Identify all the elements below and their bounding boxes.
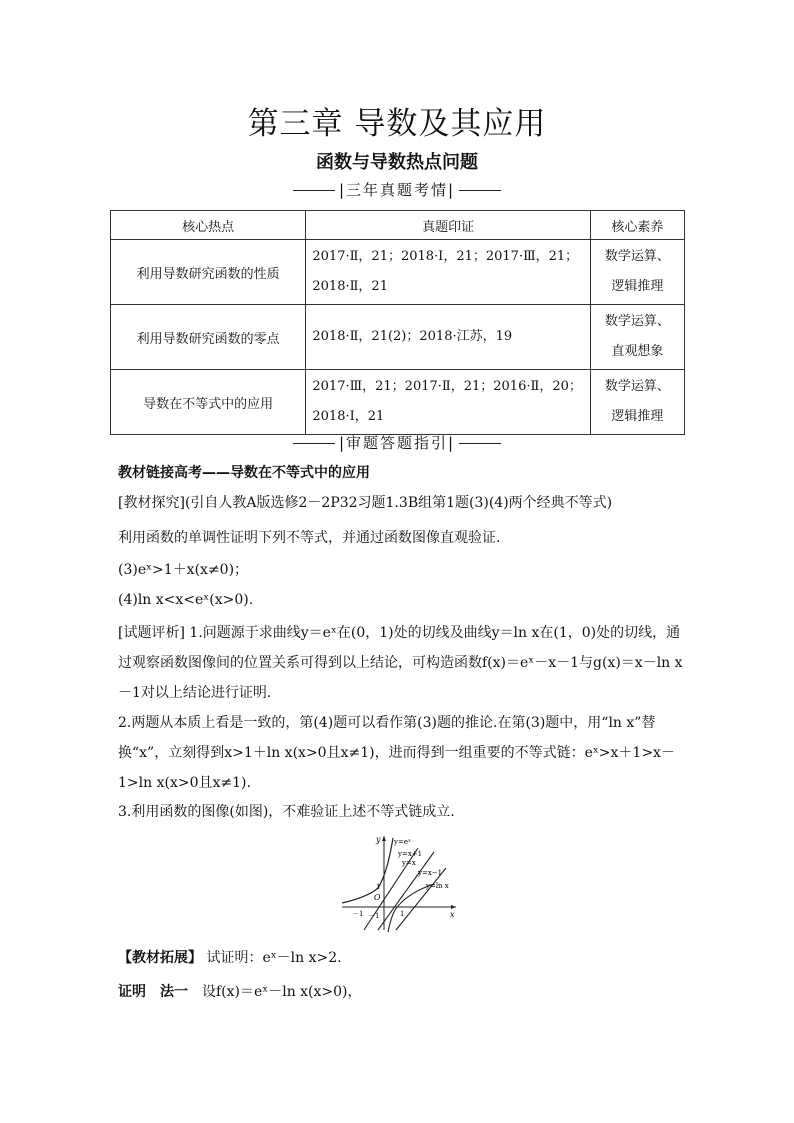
explore-paragraph [118, 493, 684, 514]
divider-line [459, 443, 501, 444]
inequality-4: (4)ln x<x<eˣ(x>0). [118, 592, 254, 608]
page-subtitle: 函数与导数热点问题 [316, 152, 478, 173]
analysis-text-1: 1.问题源于求曲线y＝eˣ在(0，1)处的切线及曲线y＝ln x在(1，0)处的切线，通过观察函数图像间的位置关系可得到以上结论，可构造函数f(x)＝eˣ－x－1与g(x)＝x－ln x－1对以上结论进行证明. [118, 625, 683, 701]
table-header-cell: 核心素养 [590, 211, 684, 240]
table-header-row [111, 211, 685, 240]
section-divider-guide [0, 432, 794, 453]
table-row [111, 305, 685, 370]
hotspot-cell: 导数在不等式中的应用 [111, 370, 306, 435]
proof-text: 设f(x)＝eˣ－ln x(x>0)， [188, 984, 362, 1000]
divider-line [293, 190, 335, 191]
hotspot-cell: 利用导数研究函数的零点 [111, 305, 306, 370]
extend-label: 【教材拓展】 [118, 950, 202, 966]
y-axis-label: y [376, 835, 381, 844]
section-title-guide: |审题答题指引| [338, 434, 456, 452]
literacy-cell: 数学运算、 直观想象 [590, 305, 684, 370]
tick-one-y: 1 [376, 883, 381, 891]
table-row [111, 370, 685, 435]
origin-label: O [374, 893, 381, 902]
literacy-cell: 数学运算、 逻辑推理 [590, 370, 684, 435]
extend-paragraph [118, 948, 684, 969]
x-axis-label: x [450, 910, 455, 919]
curve-exp [342, 838, 393, 903]
chapter-title: 第三章 导数及其应用 [247, 106, 547, 142]
tick-neg-one-y: －1 [368, 912, 380, 920]
analysis-label: [试题评析] [118, 625, 185, 641]
explore-line: 利用函数的单调性证明下列不等式，并通过函数图像直观验证. [118, 530, 501, 546]
evidence-cell: 2017·Ⅱ，21；2018·Ⅰ，21；2017·Ⅲ，21；2018·Ⅱ，21 [306, 240, 590, 305]
hotspot-table [110, 210, 685, 435]
divider-line [459, 190, 501, 191]
hotspot-cell: 利用导数研究函数的性质 [111, 240, 306, 305]
explore-label: [教材探究] [118, 495, 185, 511]
analysis-paragraph-2: 2.两题从本质上看是一致的，第(4)题可以看作第(3)题的推论.在第(3)题中，用“ln x”替换“x”，立刻得到x>1＋ln x(x>0且x≠1)，进而得到一组重要的不等式链：eˣ>x＋1>x－1>ln x(x>0且x≠1). [118, 715, 675, 791]
analysis-paragraph-1 [118, 618, 684, 708]
evidence-cell: 2017·Ⅲ，21；2017·Ⅱ，21；2016·Ⅱ，20；2018·Ⅰ，21 [306, 370, 590, 435]
label-line-x-plus-1: y=x+1 [398, 850, 423, 858]
label-line-x: y=x [402, 859, 416, 867]
extend-text: 试证明：eˣ－ln x>2. [202, 950, 342, 966]
explore-text: (引自人教A版选修2－2P32习题1.3B组第1题(3)(4)两个经典不等式) [184, 495, 613, 511]
label-curve-exp: y=eˣ [394, 838, 411, 846]
literacy-cell: 数学运算、 逻辑推理 [590, 240, 684, 305]
tick-neg-one-x: －1 [352, 910, 364, 918]
divider-line [293, 443, 335, 444]
topic-heading: 教材链接高考——导数在不等式中的应用 [118, 465, 370, 481]
proof-paragraph [118, 982, 684, 1003]
table-row [111, 240, 685, 305]
proof-label: 证明 法一 [118, 984, 188, 1000]
x-axis-arrow [451, 905, 456, 909]
section-title-exam: |三年真题考情| [338, 181, 456, 199]
evidence-cell: 2018·Ⅱ，21(2)；2018·江苏，19 [306, 305, 590, 370]
tick-one-x: 1 [400, 910, 405, 918]
inequality-3: (3)eˣ>1＋x(x≠0)； [118, 562, 249, 578]
y-axis-arrow [382, 836, 386, 841]
analysis-paragraph-3: 3.利用函数的图像(如图)，不难验证上述不等式链成立. [118, 804, 455, 820]
table-header-cell: 真题印证 [306, 211, 590, 240]
table-header-cell: 核心热点 [111, 211, 306, 240]
section-divider-exam [0, 179, 794, 200]
line-x-minus-1 [396, 868, 446, 930]
label-curve-ln: y=ln x [426, 882, 449, 890]
inequality-graph [338, 832, 460, 934]
label-line-x-minus-1: y=x−1 [418, 869, 443, 877]
